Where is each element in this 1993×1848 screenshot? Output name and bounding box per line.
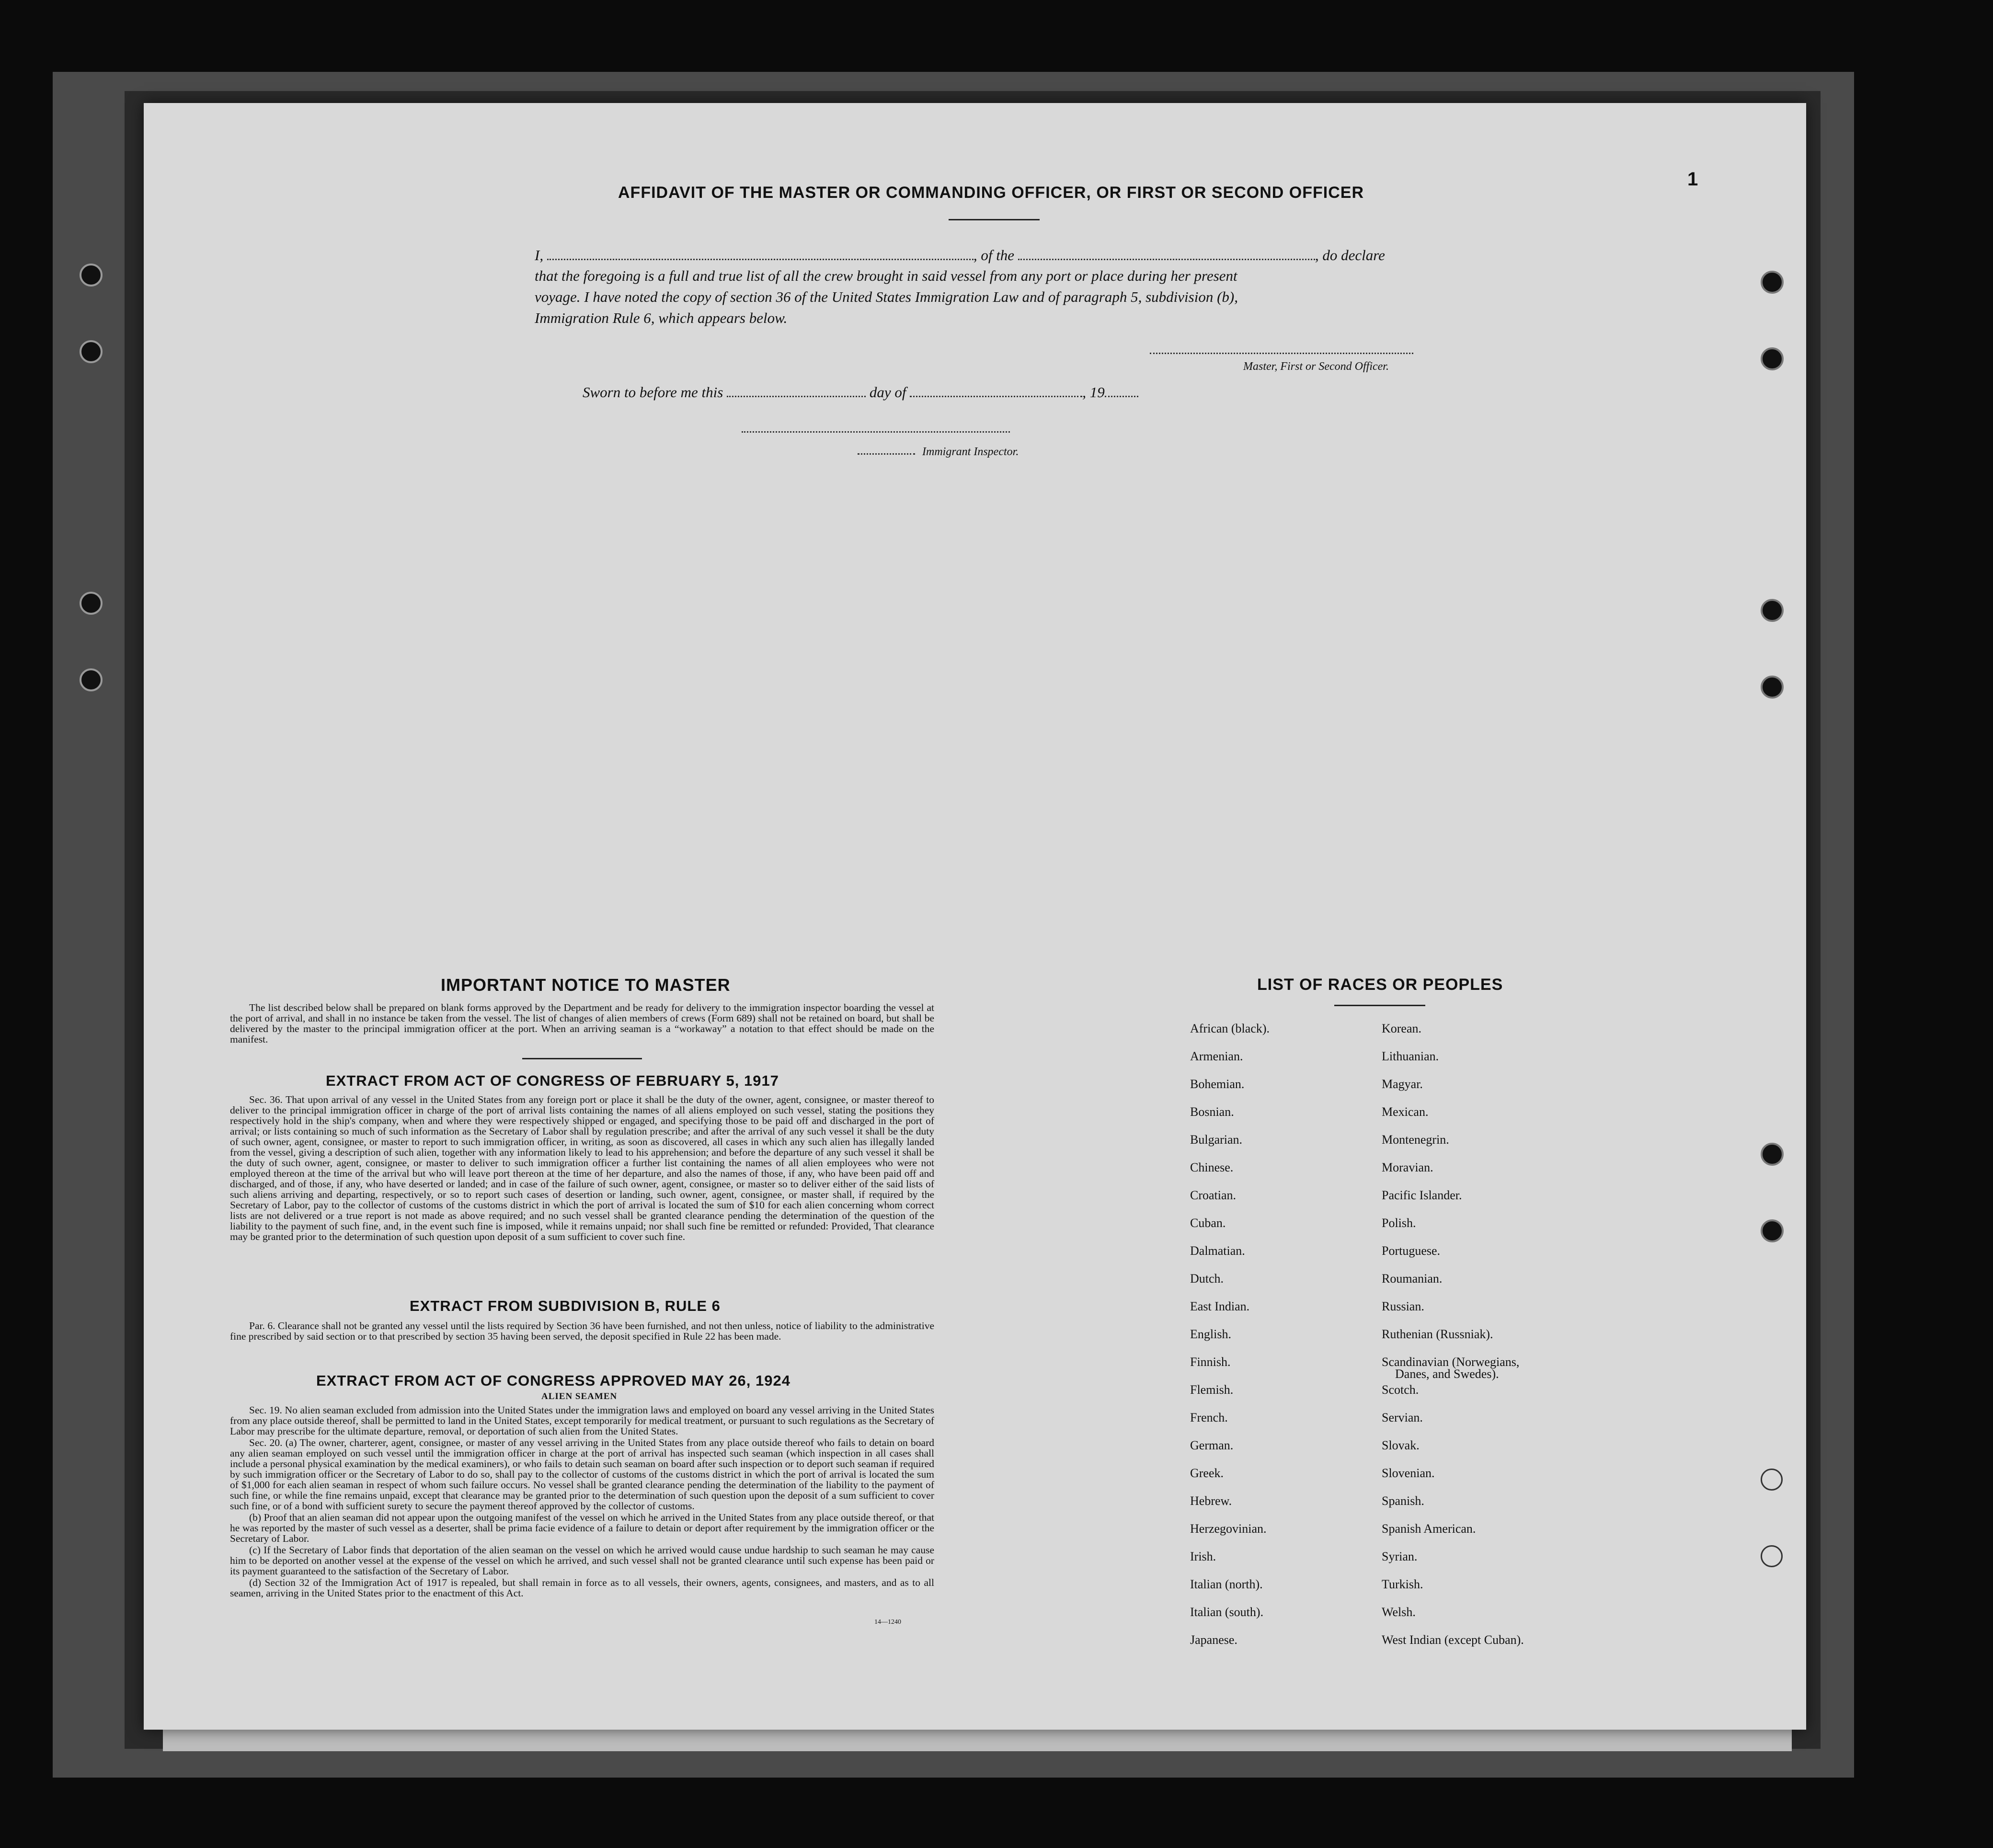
affidavit-line-4: Immigration Rule 6, which appears below.: [535, 310, 788, 326]
race-item: Hebrew.: [1190, 1494, 1232, 1508]
binder-hole-icon: [1761, 1545, 1783, 1567]
race-item: Flemish.: [1190, 1383, 1234, 1397]
race-item: Dutch.: [1190, 1272, 1224, 1286]
extract-1924-sec20d: (d) Section 32 of the Immigration Act of 1917 is repealed, but shall remain in force as to all vessels, their owners, agents, consignees, and masters, and as to all seamen, arriving in the United States prior to the enactment of this Act.: [230, 1577, 934, 1599]
extract-1917-title: EXTRACT FROM ACT OF CONGRESS OF FEBRUARY 5, 1917: [326, 1072, 779, 1089]
race-item: Magyar.: [1382, 1077, 1423, 1091]
sworn-year-blank: [1105, 381, 1138, 397]
divider: [1334, 1005, 1425, 1006]
binder-hole-icon: [80, 592, 103, 615]
race-item: Bosnian.: [1190, 1105, 1234, 1119]
race-item: Cuban.: [1190, 1216, 1226, 1230]
binder-hole-icon: [1761, 1143, 1784, 1166]
extract-1924-sec20b: (b) Proof that an alien seaman did not appear upon the outgoing manifest of the vessel on which he arrived in the United States from any place outside thereof, or that he was reported by the master of such vessel as a deserter, shall be prima facie evidence of a failure to detain or deport after requirement by the immigration officer or the Secretary of Labor.: [230, 1512, 934, 1544]
extract-1917-text: Sec. 36. That upon arrival of any vessel in the United States from any foreign port or place it shall be the duty of the owner, agent, consignee, or master thereof to deliver to the principal immigration officer in charge of the port of arrival lists containing the names of all aliens employed on such vessel, stating the positions they respectively hold in the ship's company, when and where they were respectively shipped or engaged, and specifying those to be paid off and discharged in the port of arrival; or lists containing so much of such information as the Secretary of Labor shall by regulation prescribe; and after the arrival of any such vessel it shall be the duty of such owner, agent, consignee, or master to report to such immigration officer, in writing, as soon as discovered, all cases in which any such alien has illegally landed from the vessel, giving a description of such alien, together with any information likely to lead to his apprehension; and before the departure of any such vessel it shall be the duty of such owner, agent, consignee, or master to deliver to such immigration officer a further list containing the names of all alien employees who were not employed thereon at the time of the arrival but who will leave port thereon at the time of her departure, and also the names of those, if any, who have been paid off and discharged, and of those, if any, who have deserted or landed; and in case of the failure of such owner, agent, consignee, or master so to deliver either of the said lists of such aliens arriving and departing, respectively, or so to report such cases of desertion or landing, such owner, agent, consignee, or master shall, if required by the Secretary of Labor, pay to the collector of customs of the customs district in which the port of arrival is located the sum of $10 for each alien concerning whom correct lists are not delivered or a true report is not made as above required; and no such vessel shall be granted clearance pending the determination of the question of the liability to the payment of such fine, and, in the event such fine is imposed, while it remains unpaid; nor shall such fine be remitted or refunded: Provided, That clearance may be granted prior to the determination of such question upon deposit of a sum sufficient to cover such fine.: [230, 1094, 934, 1242]
race-item: Herzegovinian.: [1190, 1522, 1267, 1536]
sworn-line: [583, 381, 1138, 403]
sworn-month-blank: [910, 381, 1082, 397]
race-item: Irish.: [1190, 1550, 1216, 1563]
race-item: Moravian.: [1382, 1160, 1433, 1174]
inspector-blank: [742, 431, 1010, 433]
extract-1924-sec20c: (c) If the Secretary of Labor finds that deportation of the alien seaman on the vessel on which he arrived would cause undue hardship to such seaman he may cause him to be deported on another vessel at the expense of the vessel on which he arrived, and such vessel shall not be granted clearance until such expense has been paid or its payment guaranteed to the satisfaction of the Secretary of Labor.: [230, 1544, 934, 1577]
race-item: West Indian (except Cuban).: [1382, 1633, 1524, 1647]
race-item: Pacific Islander.: [1382, 1188, 1462, 1202]
binder-hole-icon: [80, 340, 103, 363]
race-item: Italian (south).: [1190, 1605, 1264, 1619]
extract-rule6-body: [230, 1320, 934, 1343]
race-item: Finnish.: [1190, 1355, 1231, 1369]
race-item: German.: [1190, 1438, 1234, 1452]
signature-blank: [1150, 353, 1413, 354]
race-item: Russian.: [1382, 1299, 1424, 1313]
race-item: Mexican.: [1382, 1105, 1429, 1119]
extract-1924-subtitle: ALIEN SEAMEN: [541, 1391, 618, 1401]
race-item: French.: [1190, 1411, 1228, 1424]
binder-hole-icon: [1761, 347, 1784, 370]
notice-body: [230, 1002, 934, 1045]
race-item: English.: [1190, 1327, 1231, 1341]
binder-hole-icon: [1761, 271, 1784, 294]
binder-hole-icon: [80, 264, 103, 287]
race-item: East Indian.: [1190, 1299, 1250, 1313]
notice-text: The list described below shall be prepared on blank forms approved by the Department and be ready for delivery to the immigration inspector boarding the vessel at the port of arrival, and shall in no instance be taken from the vessel. The list of changes of alien members of crews (Form 689) shall not be retained on board, but shall be delivered by the master to the principal immigration officer at the port. When an arriving seaman is a “workaway” a notation to that effect should be made on the manifest.: [230, 1002, 934, 1045]
race-item: Armenian.: [1190, 1049, 1243, 1063]
race-item: Chinese.: [1190, 1160, 1234, 1174]
race-item: Scotch.: [1382, 1383, 1419, 1397]
race-item: Bulgarian.: [1190, 1133, 1243, 1147]
affidavit-i: I,: [535, 247, 544, 264]
race-continuation: Danes, and Swedes).: [1395, 1367, 1499, 1381]
race-item: Turkish.: [1382, 1577, 1423, 1591]
affidavit-line-1: [535, 244, 1455, 266]
races-title: LIST OF RACES OR PEOPLES: [1257, 976, 1503, 994]
race-item: Syrian.: [1382, 1550, 1418, 1563]
race-item: Roumanian.: [1382, 1272, 1443, 1286]
affidavit-line-2: that the foregoing is a full and true list of all the crew brought in said vessel from any port or place during her present: [535, 267, 1237, 284]
extract-rule6-title: EXTRACT FROM SUBDIVISION B, RULE 6: [410, 1297, 721, 1314]
race-item: Korean.: [1382, 1022, 1422, 1035]
affidavit-title: AFFIDAVIT OF THE MASTER OR COMMANDING OFFICER, OR FIRST OR SECOND OFFICER: [618, 184, 1364, 202]
race-item: Croatian.: [1190, 1188, 1237, 1202]
extract-1924-title: EXTRACT FROM ACT OF CONGRESS APPROVED MAY 26, 1924: [316, 1372, 790, 1389]
race-item: Ruthenian (Russniak).: [1382, 1327, 1493, 1341]
race-item: Dalmatian.: [1190, 1244, 1245, 1258]
notice-title: IMPORTANT NOTICE TO MASTER: [441, 975, 731, 995]
divider: [949, 219, 1040, 220]
vessel-blank: [1018, 244, 1315, 260]
sworn-day-label: day of: [869, 384, 906, 401]
signature-label: Master, First or Second Officer.: [1243, 360, 1389, 373]
binder-hole-icon: [1761, 1469, 1783, 1491]
race-item: Italian (north).: [1190, 1577, 1263, 1591]
binder-hole-icon: [80, 668, 103, 691]
race-item: Spanish.: [1382, 1494, 1424, 1508]
sworn-year-label: , 19: [1082, 384, 1105, 401]
affidavit-line-3: voyage. I have noted the copy of section 36 of the United States Immigration Law and of paragraph 5, subdivision (b),: [535, 288, 1238, 305]
extract-1924-sec19: Sec. 19. No alien seaman excluded from admission into the United States under the immigration laws and employed on board any vessel arriving in the United States from any place outside thereof, shall be permitted to land in the United States, except temporarily for medical treatment, or pursuant to such regulations as the Secretary of Labor may prescribe for the ultimate departure, removal, or deportation of such alien from the United States.: [230, 1404, 934, 1437]
binder-hole-icon: [1761, 676, 1784, 699]
extract-1924-sec20a: Sec. 20. (a) The owner, charterer, agent, consignee, or master of any vessel arriving in the United States from any place outside thereof who fails to detain on board any alien seaman employed on such vessel until the immigration officer in charge at the port of arrival has inspected such seaman (which inspection in all cases shall include a personal physical examination by the medical examiners), or who fails to detain such seaman on board after such inspection or to deport such seaman if required by such immigration officer or the Secretary of Labor to do so, shall pay to the collector of customs of the customs district in which the port of arrival is located the sum of $1,000 for each alien seaman in respect of whom such failure occurs. No vessel shall be granted clearance pending the determination of the liability to the payment of such fine, or while the fine remains unpaid, except that clearance may be granted prior to the determination of such question upon the deposit of a sum sufficient to cover such fine, or of a bond with sufficient surety to secure the payment thereof approved by the collector of customs.: [230, 1437, 934, 1512]
binder-hole-icon: [1761, 1219, 1784, 1242]
sworn-day-blank: [727, 381, 866, 397]
extract-rule6-text: Par. 6. Clearance shall not be granted any vessel until the lists required by Section 36 have been furnished, and not then unless, notice of liability to the administrative fine prescribed by said section or to that prescribed by section 35 having been served, the deposit specified in Rule 22 has been made.: [230, 1320, 934, 1342]
inspector-blank-short: [858, 453, 915, 455]
race-item: Portuguese.: [1382, 1244, 1441, 1258]
form-number: 14—1240: [874, 1618, 901, 1626]
race-item: Greek.: [1190, 1466, 1224, 1480]
race-item: Servian.: [1382, 1411, 1423, 1424]
name-blank: [547, 244, 974, 260]
extract-1924-body: [230, 1405, 934, 1599]
race-item: Lithuanian.: [1382, 1049, 1439, 1063]
page-mark: 1: [1687, 169, 1698, 190]
race-item: Slovenian.: [1382, 1466, 1435, 1480]
sworn-prefix: Sworn to before me this: [583, 384, 723, 401]
affidavit-of: , of the: [973, 247, 1015, 264]
race-item: Scandinavian (Norwegians,: [1382, 1355, 1520, 1369]
race-item: Slovak.: [1382, 1438, 1420, 1452]
race-item: African (black).: [1190, 1022, 1270, 1035]
race-item: Spanish American.: [1382, 1522, 1476, 1536]
race-item: Montenegrin.: [1382, 1133, 1449, 1147]
race-item: Bohemian.: [1190, 1077, 1245, 1091]
race-item: Polish.: [1382, 1216, 1416, 1230]
binder-hole-icon: [1761, 599, 1784, 622]
race-item: Japanese.: [1190, 1633, 1237, 1647]
affidavit-declare: , do declare: [1315, 247, 1385, 264]
inspector-label: Immigrant Inspector.: [922, 446, 1019, 458]
race-item: Welsh.: [1382, 1605, 1416, 1619]
divider: [522, 1058, 642, 1059]
extract-1917-body: [230, 1094, 934, 1243]
